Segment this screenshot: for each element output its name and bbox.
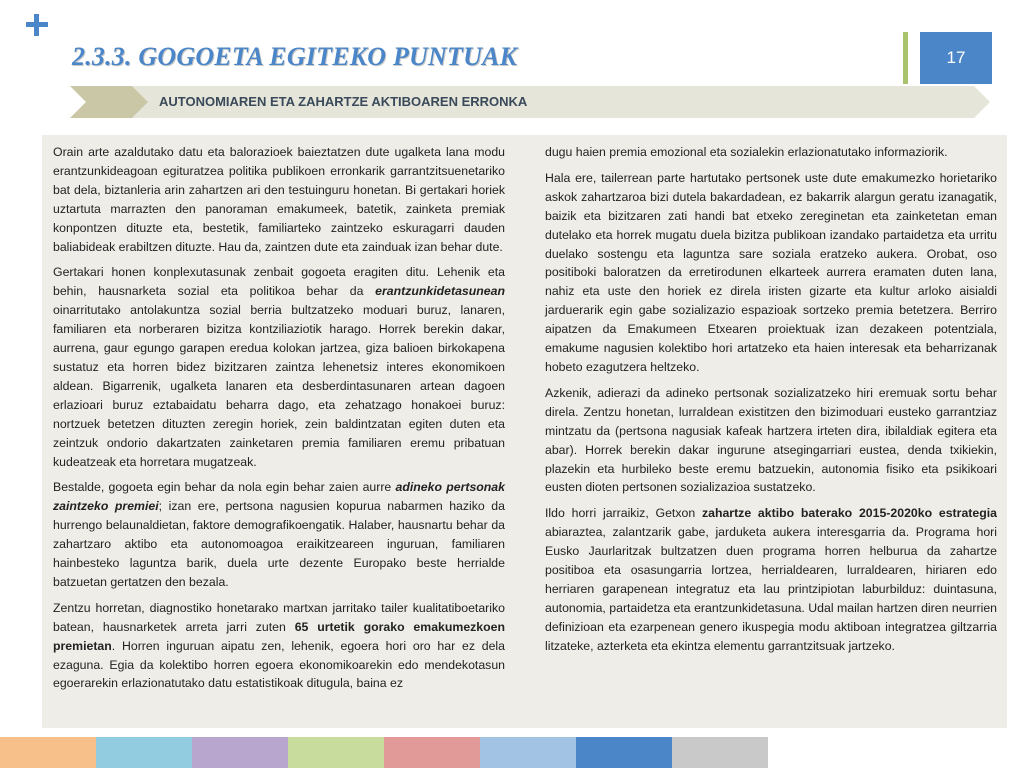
footer-stripe <box>288 737 384 768</box>
footer-color-stripes <box>0 737 768 768</box>
paragraph: Ildo horri jarraikiz, Getxon zahartze aktibo baterako 2015-2020ko estrategia abiaraztea, zalantzarik gabe, jarduketa aukera interesgarria da. Programa hori Eusko Jaurlaritzak bultzatzen duen programa horren helburua da zahartze positiboa eta osasungarria lortzea, herrialdearen, lurraldearen, hiriaren edo herriaren garapenean integratuz eta lau printzipiotan laburbilduz: duintasuna, autonomia, partaidetza eta erantzunkidetasuna. Udal mailan hartzen diren neurrien definizioan eta ezarpenean genero ikuspegia modu aktiboan integratzea giltzarria litzateke, azterketa eta ekintza elementu garrantzitsuak jartzeko. <box>545 506 997 653</box>
paragraph: Zentzu horretan, diagnostiko honetarako martxan jarritako tailer kualitatiboetariko batean, hausnarketek arreta jarri zuten 65 urtetik gorako emakumezkoen premietan. Horren inguruan aipatu zen, lehenik, egoera hori oro har ez dela ezaguna. Egia da kolektibo horren egoera ekonomikoarekin edo mendekotasun egoerarekin erlazionatutako datu estatistikoak ditugula, baina ez <box>53 600 506 691</box>
section-subtitle: AUTONOMIAREN ETA ZAHARTZE AKTIBOAREN ERRONKA <box>159 94 528 109</box>
paragraph: Orain arte azaldutako datu eta balorazioek baieztatzen dute ugalketa lana modu erantzunkideagoan egituratzea politika publikoen erronkarik garrantzitsuenetariko bat dela, biztanleria arin zahartzen ari den testuinguru honetan. Bi gertakari horiek uztartuta marrazten den panoraman emakumeek, batetik, zainketa premiak konpontzen dituzte eta, bestetik, familiarteko zaintzeko eskuragarri dauden baliabideak erabiltzen dituzte. Hau da, zaintzen dute eta zainduak izan behar dute. <box>53 145 505 254</box>
subtitle-banner <box>70 86 990 118</box>
page-number: 17 <box>920 32 992 84</box>
accent-bar <box>903 32 908 84</box>
footer-stripe <box>192 737 288 768</box>
paragraph: Gertakari honen konplexutasunak zenbait gogoeta eragiten ditu. Lehenik eta behin, hausnarketa sozial eta politikoa behar da erantzunkidetasunean oinarritutako antolakuntza sozial berria bultzatzeko moduari buruz, lanaren, familiaren eta norberaren bizitza kontziliaziotik harago. Horrek berekin dakar, aurrena, gaur egungo garapen eredua kolokan jartzea, giza balioen birkokapena sustatuz eta horren bidez bizitzaren zaintza lehenetsiz interes ekonomikoen aldean. Bigarrenik, ugalketa lanaren eta desberdintasunaren artean dagoen erlazioari buruz eztabaidatu beharra dago, eta zehatzago honakoei buruz: nortzuek betetzen dituzten zeregin horiek, zein baldintzatan egiten duten eta zeintzuk ondorio dakartzaten zainketaren premia familiaren eremu pribatuan kudeatzeak eta horretara mugatzeak. <box>53 265 505 469</box>
footer-stripe <box>672 737 768 768</box>
left-column <box>53 143 505 700</box>
page-title: 2.3.3. GOGOETA EGITEKO PUNTUAK <box>72 42 518 71</box>
paragraph: Azkenik, adierazi da adineko pertsonak sozializatzeko hiri eremuak sortu behar direla. Zentzu honetan, lurraldean existitzen den bizimoduari eusteko garrantziaz mintzatu da (pertsona nagusiak kafeak hartzera irteten dira, ibilaldiak egitera eta abar). Horrek berekin dakar ingurune atsegingarriari eustea, denda txikiekin, plazekin eta hurbileko beste eremu batzuekin, autonomia fisiko eta psikikoari eusten dioten pertsonen sozializazioa sustatzeko. <box>545 385 997 495</box>
content-panel <box>42 135 1007 728</box>
right-column <box>545 143 997 663</box>
paragraph: dugu haien premia emozional eta sozialekin erlazionatutako informaziorik. <box>545 145 948 159</box>
footer-stripe <box>576 737 672 768</box>
footer-stripe <box>96 737 192 768</box>
footer-stripe <box>384 737 480 768</box>
paragraph: Hala ere, tailerrean parte hartutako pertsonek uste dute emakumezko horietariko askok zahartzaroa bizi dutela bakardadean, ez bakarrik alargun geratu izanagatik, baizik eta bizitzaren zati handi bat etxeko zereginetan eta zainketetan eman dutelako eta horrek mugatu duela bizitza publikoan izandako partaidetza eta urritu duelako sostengu eta laguntza sare soziala eratzeko aukera. Orobat, oso positiboki baloratzen da erretirodunen elkarteek aurrera eramaten duten lana, nahiz eta uste den horiek ez direla iristen gizarte eta kultur arloko aisialdi jarduerarik egin gabe sozializazio espazioak sortzeko premia betetzera. Berriro aipatzen da Emakumeen Etxearen proiektuak izan dezakeen potentziala, emakume nagusien kolektibo hori artatzeko eta haien interesak eta beharrizanak hobeto ezagutzera heltzeko. <box>545 170 997 374</box>
plus-icon <box>26 14 48 36</box>
paragraph: Bestalde, gogoeta egin behar da nola egin behar zaien aurre adineko pertsonak zaintzeko premiei; izan ere, pertsona nagusien kopurua nabarmen haziko da hurrengo belaunaldietan, faktore demografikoengatik. Halaber, hausnartu behar da zahartzaro aktibo eta autonomoagoa eraikitzeareen inguruan, familiaren hainbesteko laguntza barik, duela urte dezente Europako beste herrialde batzuetan gertatzen den bezala. <box>53 480 505 589</box>
footer-stripe <box>0 737 96 768</box>
footer-stripe <box>480 737 576 768</box>
